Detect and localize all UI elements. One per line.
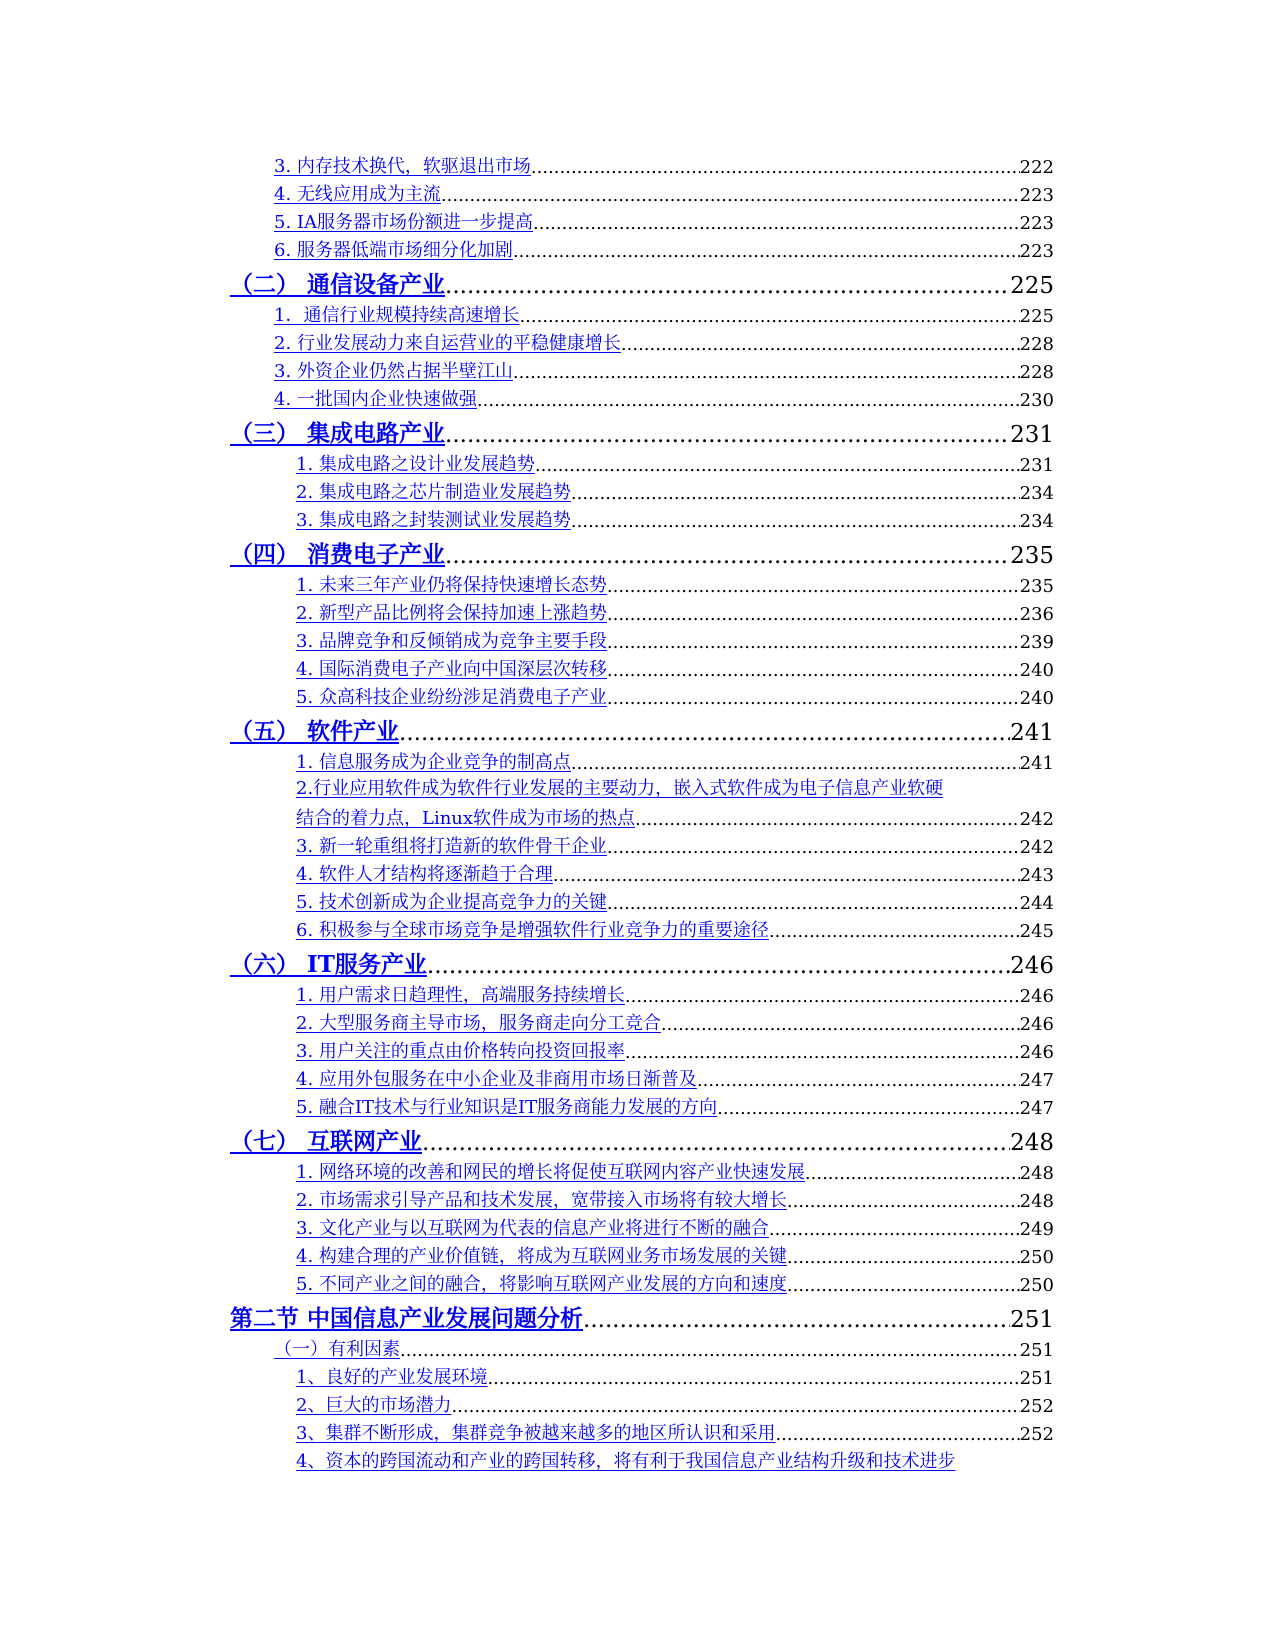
toc-entry-link[interactable]: 1. 网络环境的改善和网民的增长将促使互联网内容产业快速发展 (296, 1162, 805, 1183)
toc-entry[interactable] (230, 206, 1054, 234)
toc-page-number: 225 (1010, 273, 1054, 299)
toc-entry-link[interactable]: （四） 消费电子产业 (230, 541, 446, 568)
dot-leader (775, 1424, 1019, 1445)
toc-entry[interactable] (230, 830, 1054, 858)
toc-entry[interactable] (230, 802, 1054, 830)
toc-entry-link[interactable]: 1. 集成电路之设计业发展趋势 (296, 454, 535, 475)
toc-entry-link[interactable]: 4、资本的跨国流动和产业的跨国转移，将有利于我国信息产业结构升级和技术进步 (296, 1451, 956, 1472)
dot-leader (607, 660, 1020, 681)
toc-entry[interactable] (230, 886, 1054, 914)
toc-entry[interactable] (230, 653, 1054, 681)
toc-entry[interactable] (230, 504, 1054, 532)
toc-page-number: 242 (1019, 837, 1054, 858)
toc-page-number: 247 (1019, 1098, 1054, 1119)
dot-leader (583, 1307, 1010, 1333)
dot-leader (445, 273, 1010, 299)
dot-leader (487, 1368, 1019, 1389)
dot-leader (445, 422, 1010, 448)
dot-leader (805, 1163, 1020, 1184)
toc-entry[interactable] (230, 383, 1054, 411)
toc-page-number: 230 (1019, 390, 1054, 411)
toc-entry-link[interactable]: 3. 集成电路之封装测试业发展趋势 (296, 510, 571, 531)
dot-leader (635, 809, 1020, 830)
dot-leader (769, 921, 1020, 942)
toc-entry-link[interactable]: 3. 文化产业与以互联网为代表的信息产业将进行不断的融合 (296, 1218, 769, 1239)
toc-page-number: 241 (1019, 753, 1054, 774)
toc-entry-link[interactable]: 6. 服务器低端市场细分化加剧 (274, 240, 513, 261)
dot-leader (625, 1042, 1020, 1063)
toc-entry-link[interactable]: 5. 众高科技企业纷纷涉足消费电子产业 (296, 687, 607, 708)
toc-entry[interactable] (230, 178, 1054, 206)
toc-page-number: 241 (1010, 720, 1054, 746)
toc-entry[interactable] (230, 569, 1054, 597)
toc-page-number: 248 (1010, 1130, 1054, 1156)
dot-leader (607, 604, 1020, 625)
dot-leader (625, 986, 1020, 1007)
toc-entry-link[interactable]: （五） 软件产业 (230, 718, 400, 745)
toc-entry-link[interactable]: 4. 应用外包服务在中小企业及非商用市场日渐普及 (296, 1069, 697, 1090)
toc-entry[interactable] (230, 625, 1054, 653)
toc-section-heading[interactable] (230, 414, 1054, 448)
toc-entry[interactable] (230, 1007, 1054, 1035)
toc-entry-link[interactable]: （六） IT服务产业 (230, 951, 427, 978)
dot-leader (531, 157, 1020, 178)
toc-entry-link[interactable]: 5. IA服务器市场份额进一步提高 (274, 212, 534, 233)
toc-page-number: 249 (1019, 1219, 1054, 1240)
dot-leader (513, 241, 1020, 262)
toc-entry-link[interactable]: 3. 内存技术换代，软驱退出市场 (274, 156, 531, 177)
dot-leader (451, 1396, 1019, 1417)
toc-entry[interactable] (230, 1212, 1054, 1240)
toc-entry-link[interactable]: 2. 新型产品比例将会保持加速上涨趋势 (296, 603, 607, 624)
toc-entry-link[interactable]: 1. 未来三年产业仍将保持快速增长态势 (296, 575, 607, 596)
toc-entry[interactable] (230, 1333, 1054, 1361)
toc-entry-link[interactable]: 2. 行业发展动力来自运营业的平稳健康增长 (274, 333, 621, 354)
dot-leader (519, 306, 1019, 327)
toc-entry-link[interactable]: 2. 集成电路之芯片制造业发展趋势 (296, 482, 571, 503)
dot-leader (571, 753, 1020, 774)
toc-entry-link[interactable]: 1. 信息服务成为企业竞争的制高点 (296, 752, 571, 773)
toc-page-number: 243 (1019, 865, 1054, 886)
toc-entry[interactable] (230, 299, 1054, 327)
toc-section-heading[interactable] (230, 945, 1054, 979)
toc-page-number: 235 (1019, 576, 1054, 597)
toc-page-number: 251 (1019, 1340, 1054, 1361)
toc-page-number: 246 (1019, 1014, 1054, 1035)
toc-entry-link[interactable]: 1、良好的产业发展环境 (296, 1367, 488, 1388)
toc-entry-link[interactable]: 2、巨大的市场潜力 (296, 1395, 452, 1416)
toc-entry-link[interactable]: 4. 构建合理的产业价值链，将成为互联网业务市场发展的关键 (296, 1246, 787, 1267)
toc-entry-link[interactable]: 3. 品牌竞争和反倾销成为竞争主要手段 (296, 631, 607, 652)
toc-page-number: 223 (1019, 185, 1054, 206)
toc-page-number: 247 (1019, 1070, 1054, 1091)
toc-entry-link[interactable]: （三） 集成电路产业 (230, 420, 446, 447)
toc-page-number: 239 (1019, 632, 1054, 653)
toc-section-heading[interactable] (230, 535, 1054, 569)
toc-entry[interactable] (230, 1035, 1054, 1063)
toc-page-number: 222 (1019, 157, 1054, 178)
toc-entry[interactable] (230, 234, 1054, 262)
toc-page-number: 248 (1019, 1163, 1054, 1184)
toc-page-number: 223 (1019, 241, 1054, 262)
toc-entry-link[interactable]: 5. 融合IT技术与行业知识是IT服务商能力发展的方向 (296, 1097, 718, 1118)
toc-entry[interactable] (230, 1389, 1054, 1417)
toc-page-number: 244 (1019, 893, 1054, 914)
toc-entry[interactable] (230, 1445, 1054, 1473)
toc-page-number: 251 (1010, 1307, 1054, 1333)
toc-page-number: 251 (1019, 1368, 1054, 1389)
toc-entry-link[interactable]: （一）有利因素 (274, 1339, 400, 1360)
toc-entry[interactable] (230, 1156, 1054, 1184)
toc-entry-link[interactable]: 6. 积极参与全球市场竞争是增强软件行业竞争力的重要途径 (296, 920, 769, 941)
toc-section-heading[interactable] (230, 1299, 1054, 1333)
toc-page-number: 250 (1019, 1247, 1054, 1268)
toc-entry-link[interactable]: 4. 一批国内企业快速做强 (274, 389, 477, 410)
toc-page-number: 236 (1019, 604, 1054, 625)
toc-page-number: 250 (1019, 1275, 1054, 1296)
toc-entry-link[interactable]: （二） 通信设备产业 (230, 271, 446, 298)
toc-entry-link[interactable]: 1. 用户需求日趋理性，高端服务持续增长 (296, 985, 625, 1006)
toc-entry-link[interactable]: （七） 互联网产业 (230, 1128, 423, 1155)
toc-page-number: 235 (1010, 543, 1054, 569)
toc-entry-link[interactable]: 结合的着力点，Linux软件成为市场的热点 (296, 808, 636, 829)
toc-page-number: 231 (1019, 455, 1054, 476)
toc-page-number: 252 (1019, 1396, 1054, 1417)
dot-leader (661, 1014, 1020, 1035)
toc-entry-link[interactable]: 5. 技术创新成为企业提高竞争力的关键 (296, 892, 607, 913)
dot-leader (427, 953, 1010, 979)
toc-entry[interactable] (230, 1417, 1054, 1445)
toc-page-number: 225 (1019, 306, 1054, 327)
toc-page-number: 228 (1019, 362, 1054, 383)
dot-leader (445, 543, 1010, 569)
dot-leader (607, 837, 1020, 858)
toc-entry[interactable] (230, 1268, 1054, 1296)
toc-entry-link[interactable]: 3. 新一轮重组将打造新的软件骨干企业 (296, 836, 607, 857)
toc-page-number: 234 (1019, 511, 1054, 532)
toc-page-number: 248 (1019, 1191, 1054, 1212)
toc-entry-link[interactable]: 3. 用户关注的重点由价格转向投资回报率 (296, 1041, 625, 1062)
toc-entry[interactable] (230, 150, 1054, 178)
toc-entry[interactable] (230, 476, 1054, 504)
dot-leader (607, 576, 1020, 597)
toc-entry[interactable] (230, 597, 1054, 625)
dot-leader (697, 1070, 1020, 1091)
toc-entry[interactable] (230, 979, 1054, 1007)
toc-entry-link[interactable]: 3. 外资企业仍然占据半壁江山 (274, 361, 513, 382)
toc-entry[interactable] (230, 914, 1054, 942)
dot-leader (399, 720, 1010, 746)
dot-leader (621, 334, 1020, 355)
toc-page-number: 240 (1019, 660, 1054, 681)
dot-leader (571, 511, 1020, 532)
dot-leader (400, 1340, 1020, 1361)
toc-page-number: 246 (1019, 986, 1054, 1007)
toc-entry-link[interactable]: 4. 无线应用成为主流 (274, 184, 441, 205)
toc-entry[interactable] (230, 448, 1054, 476)
toc-entry[interactable] (230, 1091, 1054, 1119)
toc-entry-link[interactable]: 1．通信行业规模持续高速增长 (274, 305, 520, 326)
toc-entry[interactable] (230, 1240, 1054, 1268)
toc-entry-link[interactable]: 2. 大型服务商主导市场，服务商走向分工竞合 (296, 1013, 661, 1034)
toc-entry-wrapped-line[interactable] (230, 774, 1054, 802)
toc-page-number: 252 (1019, 1424, 1054, 1445)
dot-leader (787, 1191, 1020, 1212)
toc-entry-link[interactable]: 4. 软件人才结构将逐渐趋于合理 (296, 864, 553, 885)
dot-leader (607, 688, 1020, 709)
toc-entry-link[interactable]: 第二节 中国信息产业发展问题分析 (230, 1305, 584, 1332)
toc-entry[interactable] (230, 355, 1054, 383)
toc-entry-link[interactable]: 4. 国际消费电子产业向中国深层次转移 (296, 659, 607, 680)
toc-entry-link[interactable]: 2.行业应用软件成为软件行业发展的主要动力，嵌入式软件成为电子信息产业软硬 (296, 778, 944, 799)
toc-page-number: 223 (1019, 213, 1054, 234)
toc-entry[interactable] (230, 858, 1054, 886)
toc-page-number: 234 (1019, 483, 1054, 504)
dot-leader (533, 213, 1020, 234)
toc-section-heading[interactable] (230, 1122, 1054, 1156)
toc-entry-link[interactable]: 5. 不同产业之间的融合，将影响互联网产业发展的方向和速度 (296, 1274, 787, 1295)
toc-section-heading[interactable] (230, 712, 1054, 746)
dot-leader (441, 185, 1020, 206)
toc-entry[interactable] (230, 1184, 1054, 1212)
dot-leader (553, 865, 1020, 886)
dot-leader (571, 483, 1020, 504)
dot-leader (717, 1098, 1020, 1119)
toc-entry[interactable] (230, 681, 1054, 709)
dot-leader (769, 1219, 1020, 1240)
dot-leader (787, 1275, 1020, 1296)
table-of-contents (230, 150, 1054, 1473)
dot-leader (787, 1247, 1020, 1268)
toc-entry[interactable] (230, 746, 1054, 774)
toc-entry[interactable] (230, 1361, 1054, 1389)
dot-leader (477, 390, 1020, 411)
toc-page-number: 242 (1019, 809, 1054, 830)
dot-leader (535, 455, 1020, 476)
dot-leader (513, 362, 1020, 383)
toc-page-number: 245 (1019, 921, 1054, 942)
toc-page-number: 240 (1019, 688, 1054, 709)
toc-entry-link[interactable]: 3、集群不断形成，集群竞争被越来越多的地区所认识和采用 (296, 1423, 776, 1444)
toc-page-number: 246 (1010, 953, 1054, 979)
toc-entry-link[interactable]: 2. 市场需求引导产品和技术发展，宽带接入市场将有较大增长 (296, 1190, 787, 1211)
toc-page-number: 228 (1019, 334, 1054, 355)
toc-entry[interactable] (230, 327, 1054, 355)
dot-leader (607, 893, 1020, 914)
toc-entry[interactable] (230, 1063, 1054, 1091)
toc-page-number: 231 (1010, 422, 1054, 448)
dot-leader (607, 632, 1020, 653)
dot-leader (422, 1130, 1010, 1156)
toc-section-heading[interactable] (230, 265, 1054, 299)
toc-page-number: 246 (1019, 1042, 1054, 1063)
